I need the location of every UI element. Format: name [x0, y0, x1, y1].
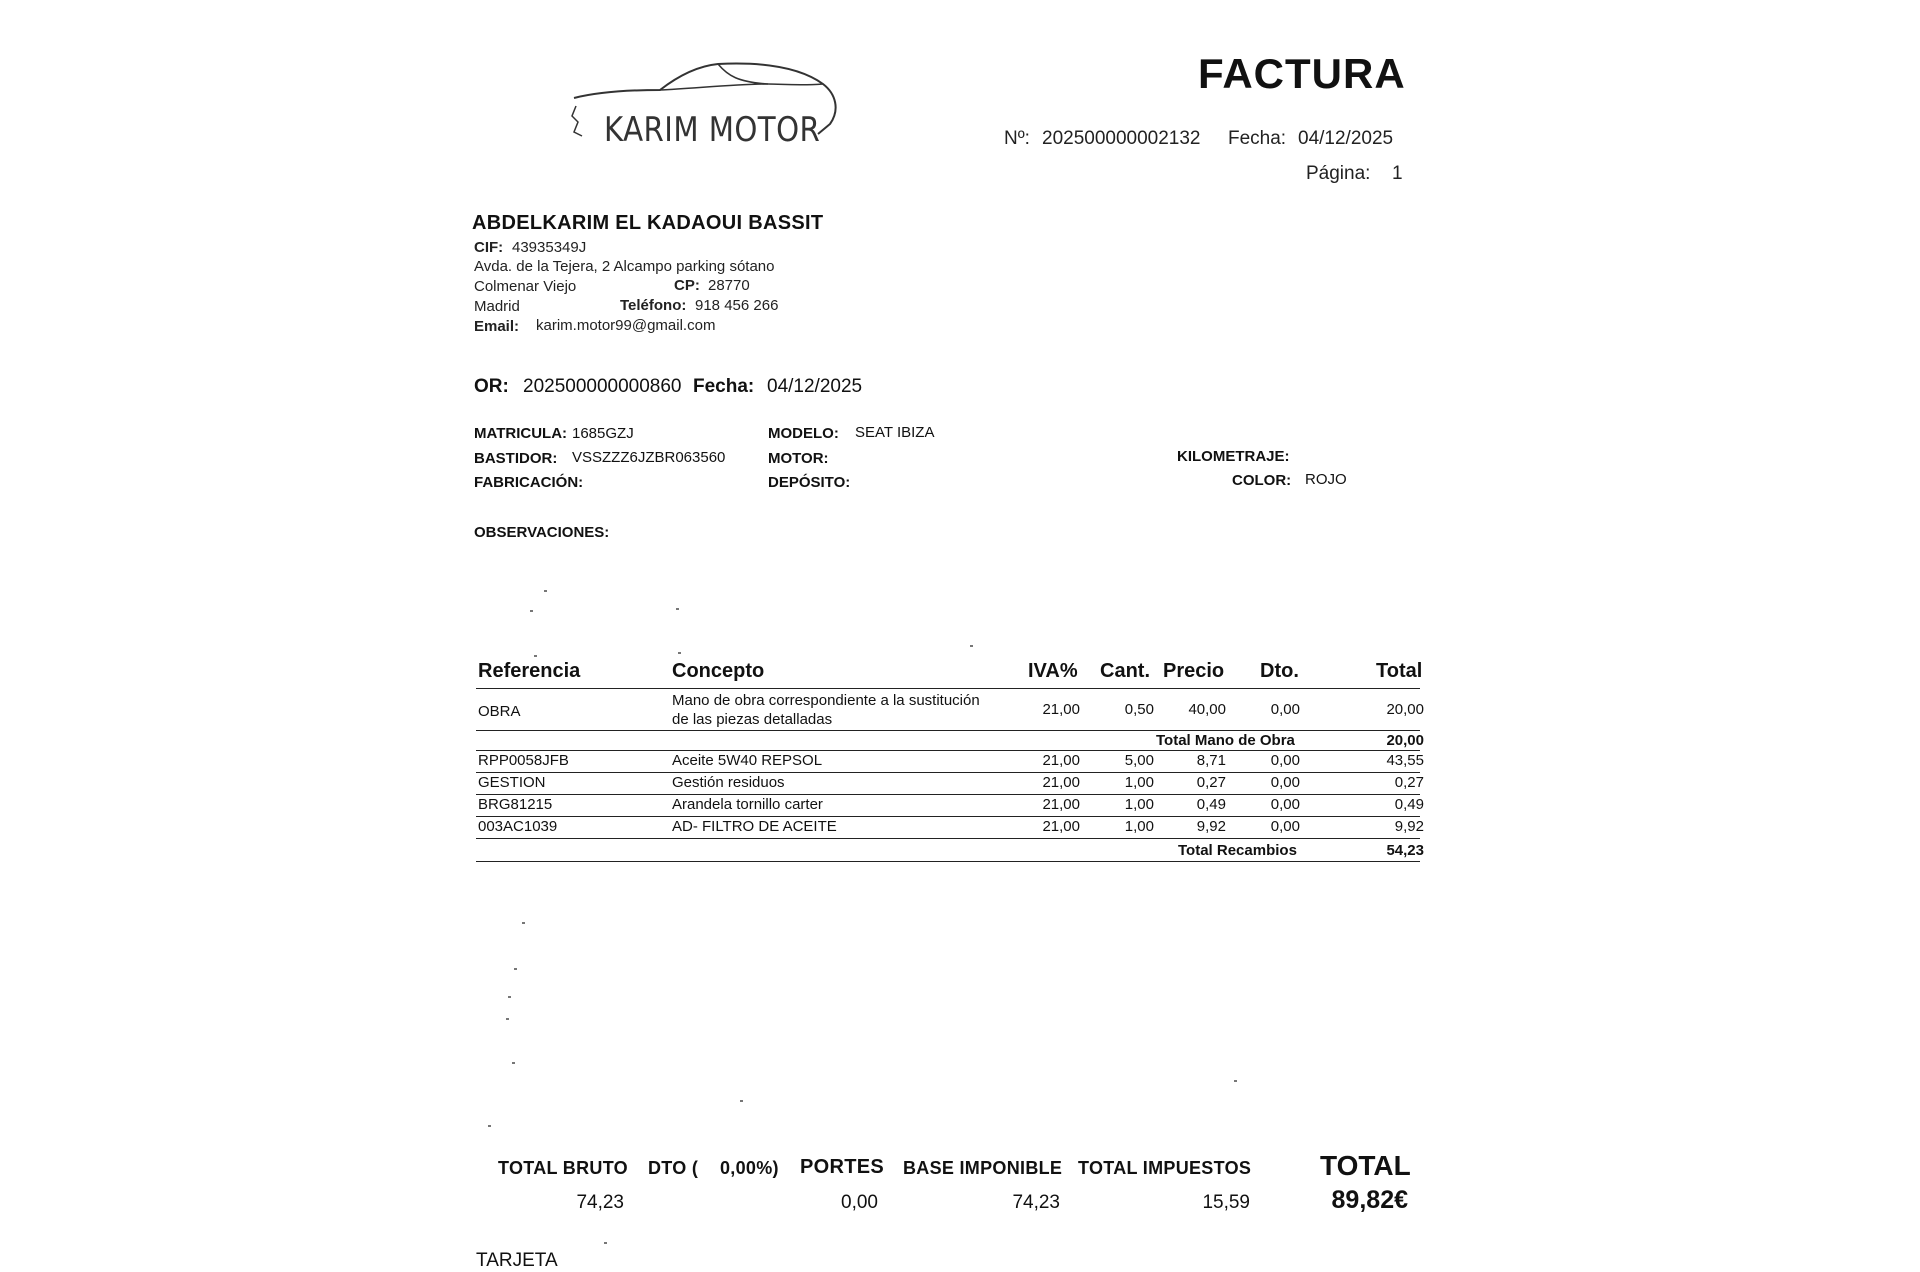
cell-total: 20,00 [1386, 701, 1424, 718]
payment-method: TARJETA [476, 1250, 558, 1271]
cell-ref: RPP0058JFB [478, 752, 569, 769]
header-rule [476, 688, 1420, 689]
cell-dto: 0,00 [1270, 701, 1300, 718]
cell-ref: BRG81215 [478, 796, 553, 813]
cell-dto: 0,00 [1270, 818, 1300, 835]
cif-label: CIF: [474, 239, 504, 256]
cell-dto: 0,00 [1270, 796, 1300, 813]
cp-value: 28770 [708, 277, 750, 294]
col-iva: IVA% [1028, 660, 1078, 682]
color-label: COLOR: [1232, 472, 1292, 489]
cell-cant: 5,00 [1124, 752, 1154, 769]
cell-iva: 21,00 [1042, 774, 1080, 791]
cell-iva: 21,00 [1042, 752, 1080, 769]
cell-cant: 1,00 [1124, 774, 1154, 791]
cell-concepto: Aceite 5W40 REPSOL [672, 752, 823, 769]
cell-ref: OBRA [478, 703, 521, 720]
cell-concepto: Mano de obra correspondiente a la sustitución [672, 692, 980, 709]
cell-concepto-line2: de las piezas detalladas [672, 711, 833, 728]
cell-cant: 1,00 [1124, 796, 1154, 813]
total-value: 89,82€ [1331, 1186, 1408, 1214]
bastidor-value: VSSZZZ6JZBR063560 [572, 449, 726, 466]
deposito-label: DEPÓSITO: [768, 474, 851, 491]
dto-label: DTO ( [648, 1158, 699, 1178]
cell-iva: 21,00 [1042, 796, 1080, 813]
subtotal-rule [476, 750, 1420, 751]
invoice-page [470, 0, 1430, 1260]
or-number: 202500000000860 [523, 376, 682, 397]
row-rule [476, 794, 1420, 795]
cell-cant: 0,50 [1124, 701, 1154, 718]
cell-total: 9,92 [1394, 818, 1424, 835]
client-name: ABDELKARIM EL KADAOUI BASSIT [472, 212, 824, 234]
color-value: ROJO [1305, 471, 1347, 488]
cell-total: 0,49 [1394, 796, 1424, 813]
row-rule [476, 816, 1420, 817]
client-address: Avda. de la Tejera, 2 Alcampo parking sótano [474, 258, 775, 275]
cif-value: 43935349J [512, 239, 587, 256]
invoice-date-label: Fecha: [1228, 128, 1287, 149]
cell-iva: 21,00 [1042, 818, 1080, 835]
page-number: 1 [1392, 163, 1403, 184]
or-date: 04/12/2025 [767, 376, 863, 397]
email-value: karim.motor99@gmail.com [536, 317, 716, 334]
col-concepto: Concepto [672, 660, 765, 682]
labor-total-value: 20,00 [1386, 732, 1424, 749]
phone-value: 918 456 266 [695, 297, 779, 314]
cell-total: 0,27 [1394, 774, 1424, 791]
cell-concepto: Arandela tornillo carter [672, 796, 823, 813]
cp-label: CP: [674, 277, 700, 294]
total-bruto-value: 74,23 [576, 1192, 624, 1213]
cell-precio: 0,27 [1196, 774, 1226, 791]
col-precio: Precio [1163, 660, 1225, 682]
base-label: BASE IMPONIBLE [903, 1158, 1063, 1178]
col-dto: Dto. [1260, 660, 1299, 682]
total-bruto-label: TOTAL BRUTO [498, 1158, 628, 1178]
client-city: Colmenar Viejo [474, 278, 577, 295]
observaciones-label: OBSERVACIONES: [474, 524, 610, 541]
col-cant: Cant. [1100, 660, 1150, 682]
row-rule [476, 772, 1420, 773]
impuestos-label: TOTAL IMPUESTOS [1078, 1158, 1252, 1178]
cell-total: 43,55 [1386, 752, 1424, 769]
or-label: OR: [474, 376, 509, 397]
motor-label: MOTOR: [768, 450, 829, 467]
cell-ref: GESTION [478, 774, 546, 791]
row-rule [476, 730, 1420, 731]
matricula-label: MATRICULA: [474, 425, 568, 442]
cell-dto: 0,00 [1270, 752, 1300, 769]
cell-concepto: Gestión residuos [672, 774, 785, 791]
bastidor-label: BASTIDOR: [474, 450, 558, 467]
cell-precio: 40,00 [1188, 701, 1226, 718]
cell-cant: 1,00 [1124, 818, 1154, 835]
or-date-label: Fecha: [693, 376, 755, 397]
cell-precio: 9,92 [1196, 818, 1226, 835]
logo-text: KARIM MOTOR [604, 110, 821, 150]
cell-iva: 21,00 [1042, 701, 1080, 718]
dto-percent: 0,00%) [720, 1158, 779, 1178]
parts-total-label: Total Recambios [1178, 842, 1297, 859]
cell-concepto: AD- FILTRO DE ACEITE [672, 818, 837, 835]
cell-precio: 0,49 [1196, 796, 1226, 813]
fabricacion-label: FABRICACIÓN: [474, 474, 584, 491]
invoice-number: 202500000002132 [1042, 128, 1201, 149]
modelo-label: MODELO: [768, 425, 839, 442]
table-end-rule [476, 861, 1420, 862]
modelo-value: SEAT IBIZA [855, 424, 935, 441]
col-total: Total [1376, 660, 1423, 682]
invoice-date: 04/12/2025 [1298, 128, 1394, 149]
invoice-number-label: Nº: [1004, 128, 1030, 149]
labor-total-label: Total Mano de Obra [1156, 732, 1295, 749]
page-label: Página: [1306, 163, 1371, 184]
total-label: TOTAL [1320, 1150, 1411, 1181]
document-title: FACTURA [1198, 50, 1406, 97]
portes-value: 0,00 [841, 1192, 878, 1213]
base-value: 74,23 [1012, 1192, 1060, 1213]
impuestos-value: 15,59 [1202, 1192, 1250, 1213]
portes-label: PORTES [800, 1156, 885, 1178]
company-logo [568, 58, 868, 168]
kilometraje-label: KILOMETRAJE: [1177, 448, 1290, 465]
email-label: Email: [474, 318, 520, 335]
cell-ref: 003AC1039 [478, 818, 558, 835]
cell-dto: 0,00 [1270, 774, 1300, 791]
client-province: Madrid [474, 298, 520, 315]
row-rule [476, 838, 1420, 839]
matricula-value: 1685GZJ [572, 425, 634, 442]
parts-total-value: 54,23 [1386, 842, 1424, 859]
phone-label: Teléfono: [620, 297, 687, 314]
col-referencia: Referencia [478, 660, 581, 682]
cell-precio: 8,71 [1196, 752, 1226, 769]
